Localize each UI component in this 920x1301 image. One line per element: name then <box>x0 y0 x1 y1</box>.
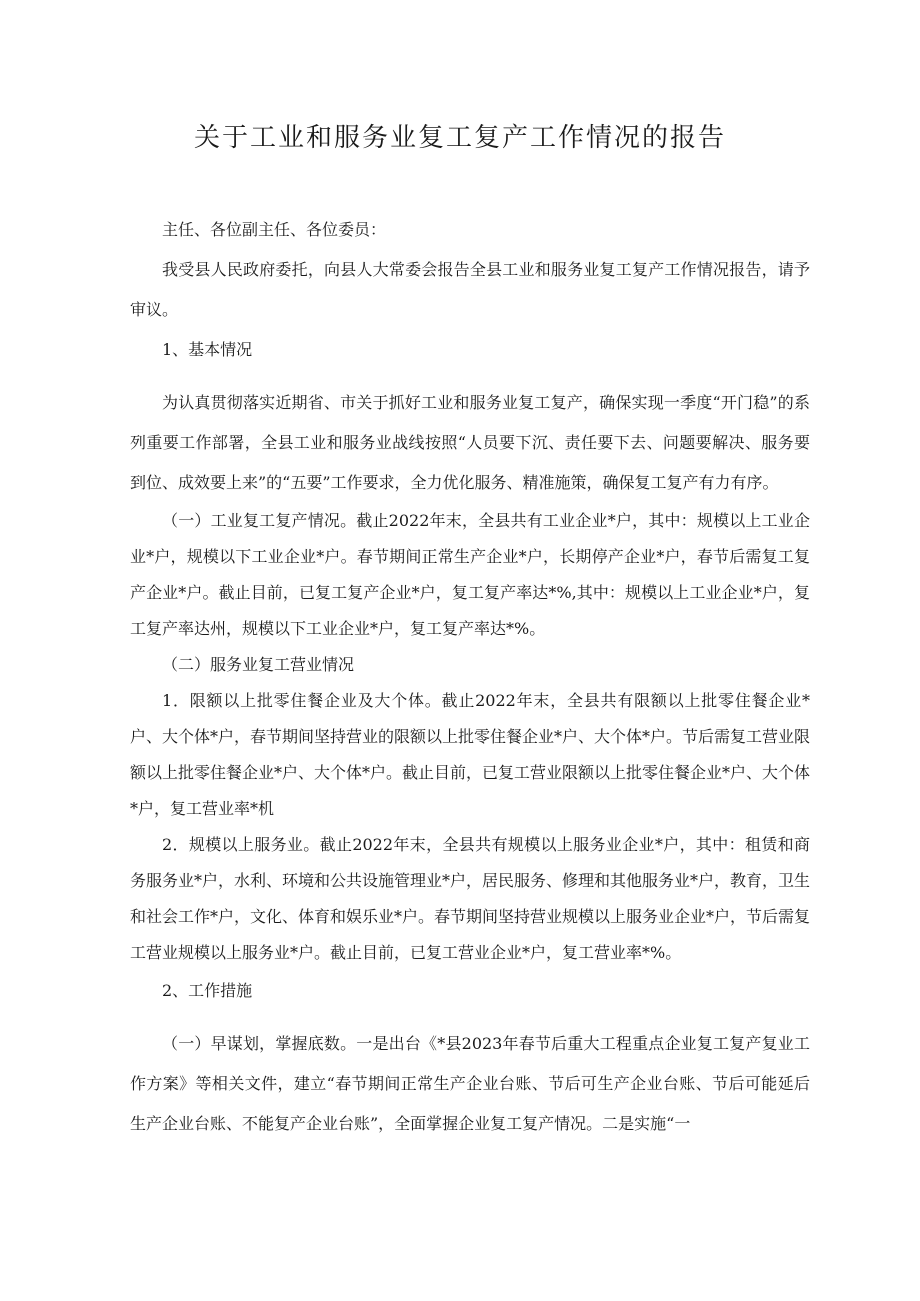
retail-paragraph: 1．限额以上批零住餐企业及大个体。截止2022年末，全县共有限额以上批零住餐企业*户、大个体*户，春节期间坚持营业的限额以上批零住餐企业*户、大个体*户。节后需复工营业限额以上批零住餐企业*户、大个体*户。截止目前，已复工营业限额以上批零住餐企业*户、大个体*户，复工营业率*机 <box>130 691 811 818</box>
salutation: 主任、各位副主任、各位委员： <box>162 220 387 239</box>
section-heading-basic: 1、基本情况 <box>162 340 253 359</box>
service-heading: （二）服务业复工营业情况 <box>162 655 355 674</box>
industry-paragraph: （一）工业复工复产情况。截止2022年末，全县共有工业企业*户，其中：规模以上工业企业*户，规模以下工业企业*户。春节期间正常生产企业*户，长期停产企业*户，春节后需复工复产企业*户。截止目前，已复工复产企业*户，复工复产率达*%,其中：规模以上工业企业*户，复工复产率达州，规模以下工业企业*户，复工复产率达*%。 <box>130 511 810 638</box>
section-heading-measures: 2、工作措施 <box>162 981 253 1000</box>
document-body <box>130 210 810 1144</box>
intro-paragraph: 我受县人民政府委托，向县人大常委会报告全县工业和服务业复工复产工作情况报告，请予审议。 <box>130 260 810 319</box>
document-title: 关于工业和服务业复工复产工作情况的报告 <box>193 123 726 153</box>
basic-paragraph: 为认真贯彻落实近期省、市关于抓好工业和服务业复工复产，确保实现一季度“开门稳”的系列重要工作部署，全县工业和服务业战线按照“人员要下沉、责任要下去、问题要解决、服务要到位、成效要上来”的“五要”工作要求，全力优化服务、精准施策，确保复工复产有力有序。 <box>130 393 810 492</box>
service-paragraph: 2．规模以上服务业。截止2022年末，全县共有规模以上服务业企业*户，其中：租赁和商务服务业*户，水利、环境和公共设施管理业*户，居民服务、修理和其他服务业*户，教育，卫生和社会工作*户，文化、体育和娱乐业*户。春节期间坚持营业规模以上服务业企业*户，节后需复工营业规模以上服务业*户。截止目前，已复工营业企业*户，复工营业率*%。 <box>130 835 811 962</box>
measures-paragraph: （一）早谋划，掌握底数。一是出台《*县2023年春节后重大工程重点企业复工复产复业工作方案》等相关文件，建立“春节期间正常生产企业台账、节后可生产企业台账、节后可能延后生产企业台账、不能复产企业台账”，全面掌握企业复工复产情况。二是实施“一 <box>130 1034 810 1133</box>
